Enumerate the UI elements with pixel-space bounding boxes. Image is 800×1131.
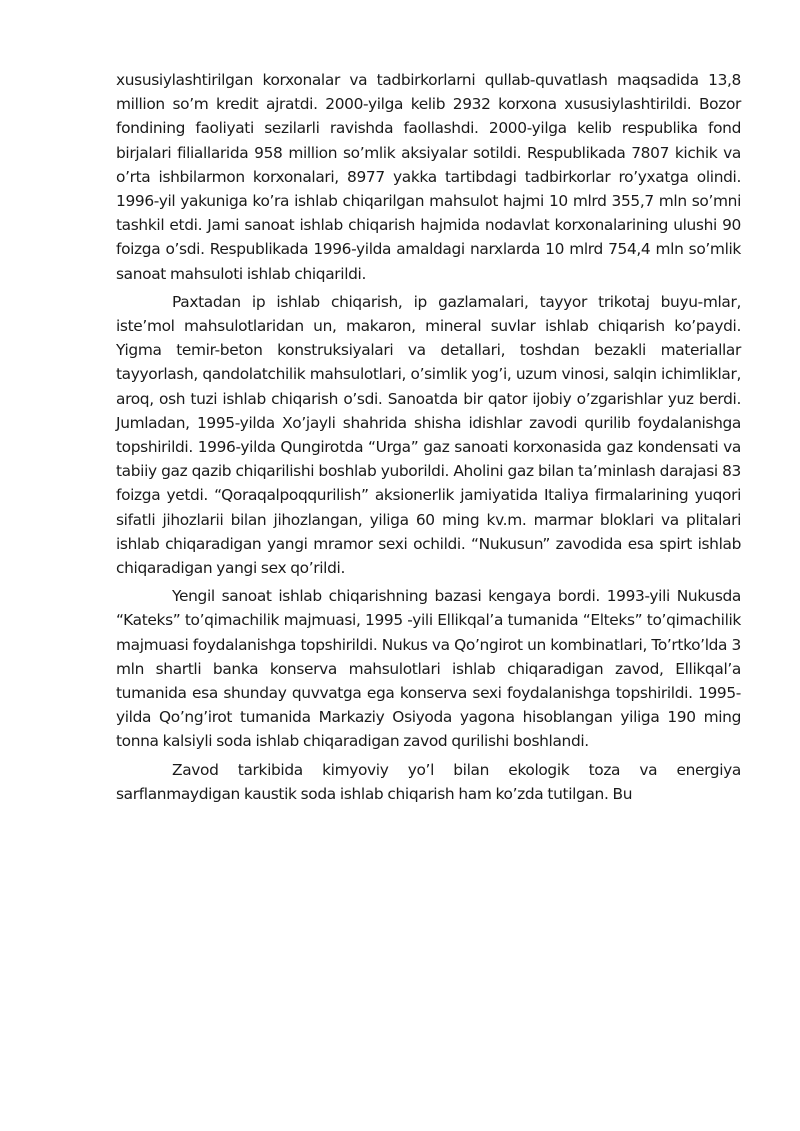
paragraph-2: Paxtadan ip ishlab chiqarish, ip gazlamalari, tayyor trikotaj buyu-mlar, iste’mol mahsulotlaridan un, makaron, mineral suvlar ishlab chiqarish ko’paydi. Yigma temir-beton konstruksiyalari va detallari, toshdan bezakli materiallar tayyorlash, qandolatchilik mahsulotlari, o’simlik yog’i, uzum vinosi, salqin ichimliklar, aroq, osh tuzi ishlab chiqarish o’sdi. Sanoatda bir qator ijobiy o’zgarishlar yuz berdi. Jumladan, 1995-yilda Xo’jayli shahrida shisha idishlar zavodi qurilib foydalanishga topshirildi. 1996-yilda Qungirotda “Urga” gaz sanoati korxonasida gaz kondensati va tabiiy gaz qazib chiqarilishi boshlab yuborildi. Aholini gaz bilan ta’minlash darajasi 83 foizga yetdi. “Qoraqalpoqqurilish” aksionerlik jamiyatida Italiya firmalarining yuqori sifatli jihozlarii bilan jihozlangan, yiliga 60 ming kv.m. marmar bloklari va plitalari ishlab chiqaradigan yangi mramor sexi ochildi. “Nukusun” zavodida esa spirt ishlab chiqaradigan yangi sex qo’rildi.: [116, 292, 741, 578]
paragraph-1: xususiylashtirilgan korxonalar va tadbirkorlarni qullab-quvatlash maqsadida 13,8 million so’m kredit ajratdi. 2000-yilga kelib 2932 korxona xususiylashtirildi. Bozor fondining faoliyati sezilarli ravishda faollashdi. 2000-yilga kelib respublika fond birjalari filiallarida 958 million so’mlik aksiyalar sotildi. Respublikada 7807 kichik va o’rta ishbilarmon korxonalari, 8977 yakka tartibdagi tadbirkorlar ro’yxatga olindi. 1996-yil yakuniga ko’ra ishlab chiqarilgan mahsulot hajmi 10 mlrd 355,7 mln so’mni tashkil etdi. Jami sanoat ishlab chiqarish hajmida nodavlat korxonalarining ulushi 90 foizga o’sdi. Respublikada 1996-yilda amaldagi narxlarda 10 mlrd 754,4 mln so’mlik sanoat mahsuloti ishlab chiqarildi.: [116, 71, 741, 283]
paragraph-4: Zavod tarkibida kimyoviy yo’l bilan ekologik toza va energiya sarflanmaydigan kaustik soda ishlab chiqarish ham ko’zda tutilgan. Bu: [116, 760, 741, 803]
paragraph-3: Yengil sanoat ishlab chiqarishning bazasi kengaya bordi. 1993-yili Nukusda “Kateks” to’qimachilik majmuasi, 1995 -yili Ellikqal’a tumanida “Elteks” to’qimachilik majmuasi foydalanishga topshirildi. Nukus va Qo’ngirot un kombinatlari, To’rtko’lda 3 mln shartli banka konserva mahsulotlari ishlab chiqaradigan zavod, Ellikqal’a tumanida esa shunday quvvatga ega konserva sexi foydalanishga topshirildi. 1995-yilda Qo’ng’irot tumanida Markaziy Osiyoda yagona hisoblangan yiliga 190 ming tonna kalsiyli soda ishlab chiqaradigan zavod qurilishi boshlandi.: [116, 587, 741, 751]
document-page: [116, 68, 741, 806]
